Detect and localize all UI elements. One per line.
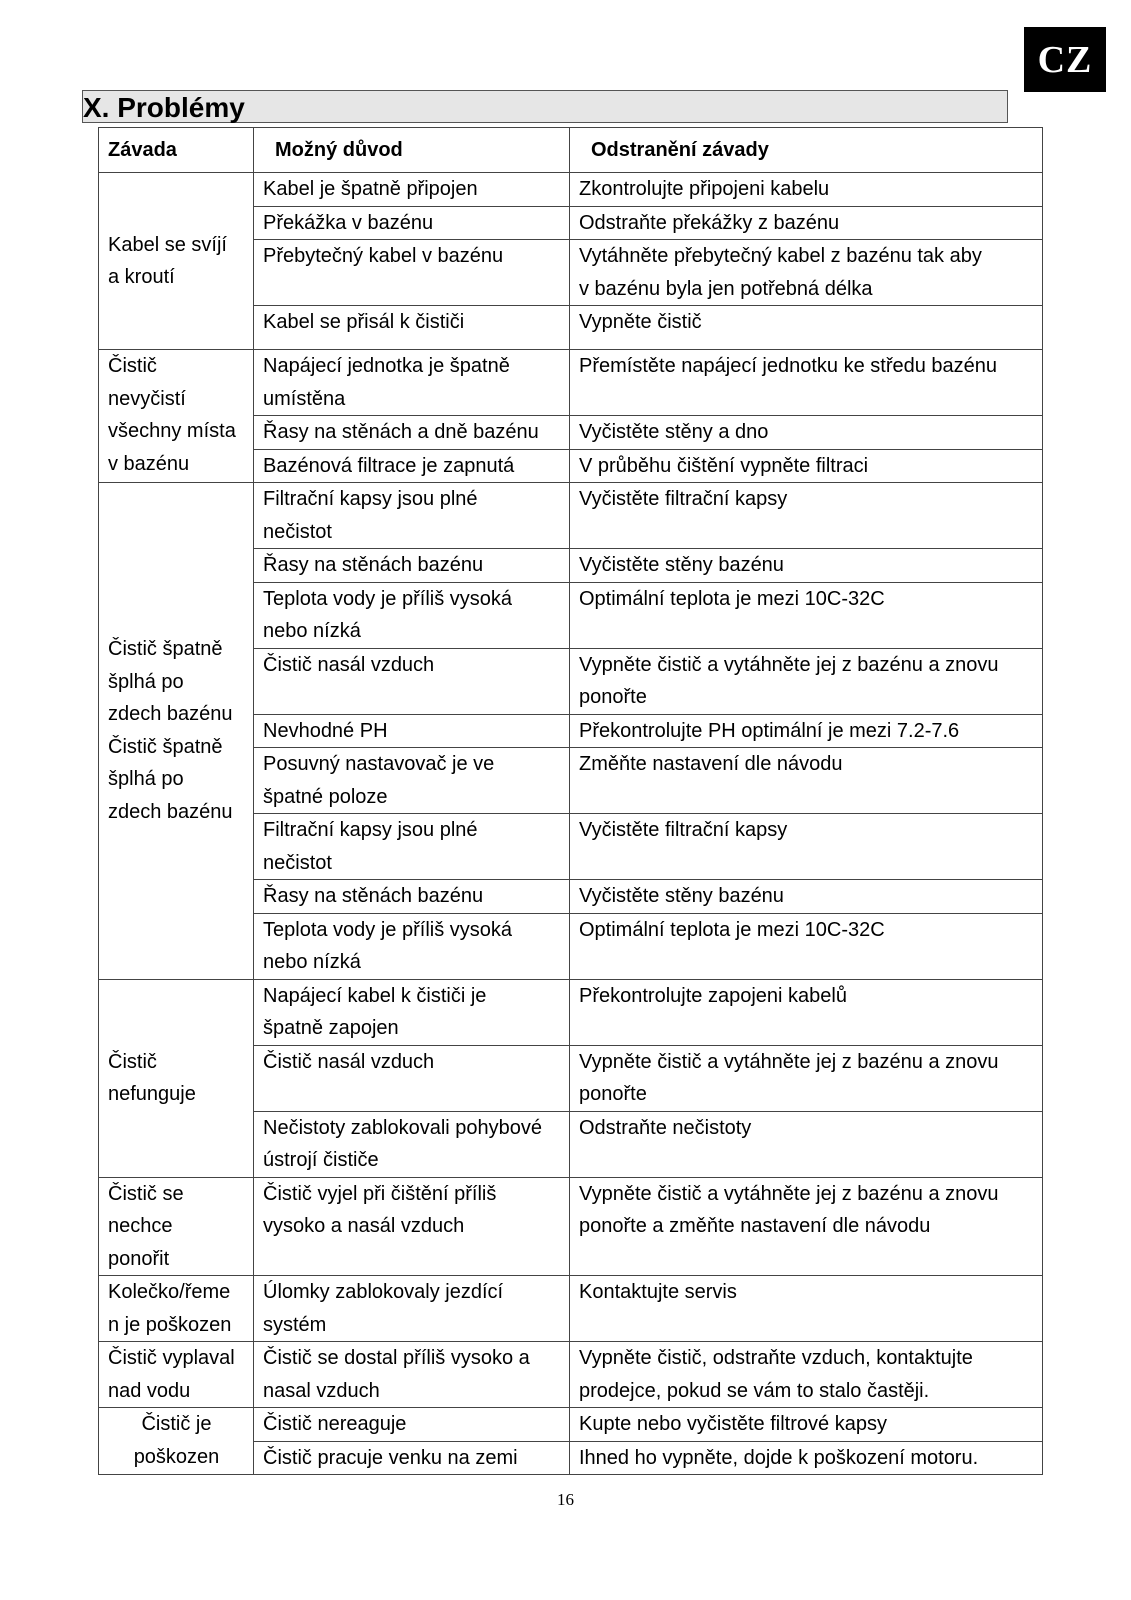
cause-cell: Posuvný nastavovač je ve špatné poloze <box>254 748 570 814</box>
remedy-cell: Vyčistěte filtrační kapsy <box>570 814 1043 880</box>
fault-cell: Čistič nefunguje <box>99 979 254 1177</box>
remedy-cell: Optimální teplota je mezi 10C-32C <box>570 913 1043 979</box>
page-number: 16 <box>557 1490 574 1509</box>
cause-cell: Čistič pracuje venku na zemi <box>254 1441 570 1475</box>
cause-cell: Filtrační kapsy jsou plné nečistot <box>254 483 570 549</box>
remedy-cell: Optimální teplota je mezi 10C-32C <box>570 582 1043 648</box>
remedy-cell: Změňte nastavení dle návodu <box>570 748 1043 814</box>
remedy-cell: Vypněte čistič a vytáhněte jej z bazénu a znovu ponořte <box>570 648 1043 714</box>
remedy-cell: Vypněte čistič, odstraňte vzduch, kontaktujte prodejce, pokud se vám to stalo častěji. <box>570 1342 1043 1408</box>
remedy-cell: Vypněte čistič a vytáhněte jej z bazénu a znovu ponořte <box>570 1045 1043 1111</box>
remedy-cell: Ihned ho vypněte, dojde k poškození motoru. <box>570 1441 1043 1475</box>
cause-cell: Překážka v bazénu <box>254 206 570 240</box>
table-row <box>99 1276 1043 1342</box>
header-remedy: Odstranění závady <box>570 128 1043 173</box>
remedy-cell: Vypněte čistič a vytáhněte jej z bazénu a znovu ponořte a změňte nastavení dle návodu <box>570 1177 1043 1276</box>
cause-cell: Čistič se dostal příliš vysoko a nasal vzduch <box>254 1342 570 1408</box>
remedy-cell: Kupte nebo vyčistěte filtrové kapsy <box>570 1408 1043 1442</box>
cause-cell: Nečistoty zablokovali pohybové ústrojí čističe <box>254 1111 570 1177</box>
table-row <box>99 173 1043 207</box>
cause-cell: Teplota vody je příliš vysoká nebo nízká <box>254 582 570 648</box>
remedy-cell: Vyčistěte stěny a dno <box>570 416 1043 450</box>
cause-cell: Úlomky zablokovaly jezdící systém <box>254 1276 570 1342</box>
remedy-cell: Zkontrolujte připojeni kabelu <box>570 173 1043 207</box>
cause-cell: Kabel je špatně připojen <box>254 173 570 207</box>
remedy-cell: Odstraňte nečistoty <box>570 1111 1043 1177</box>
remedy-cell: Přemístěte napájecí jednotku ke středu bazénu <box>570 350 1043 416</box>
cause-cell: Bazénová filtrace je zapnutá <box>254 449 570 483</box>
cause-cell: Teplota vody je příliš vysoká nebo nízká <box>254 913 570 979</box>
section-title: X. Problémy <box>82 90 1008 123</box>
cause-cell: Nevhodné PH <box>254 714 570 748</box>
troubleshooting-table <box>98 127 1043 1475</box>
fault-cell: Čistič nevyčistí všechny místa v bazénu <box>99 350 254 483</box>
language-badge: CZ <box>1024 27 1106 92</box>
fault-cell: Čistič špatně šplhá po zdech bazénu Čistič špatně šplhá po zdech bazénu <box>99 483 254 980</box>
remedy-cell: Vyčistěte stěny bazénu <box>570 549 1043 583</box>
cause-cell: Čistič nasál vzduch <box>254 648 570 714</box>
cause-cell: Čistič nasál vzduch <box>254 1045 570 1111</box>
cause-cell: Řasy na stěnách a dně bazénu <box>254 416 570 450</box>
remedy-cell: Vypněte čistič <box>570 306 1043 350</box>
table-row <box>99 1408 1043 1442</box>
cause-cell: Čistič vyjel při čištění příliš vysoko a nasál vzduch <box>254 1177 570 1276</box>
remedy-cell: Vyčistěte stěny bazénu <box>570 880 1043 914</box>
cause-cell: Napájecí kabel k čističi je špatně zapojen <box>254 979 570 1045</box>
remedy-cell: Kontaktujte servis <box>570 1276 1043 1342</box>
remedy-cell: Vyčistěte filtrační kapsy <box>570 483 1043 549</box>
remedy-cell: V průběhu čištění vypněte filtraci <box>570 449 1043 483</box>
table-row <box>99 483 1043 549</box>
table-row <box>99 979 1043 1045</box>
cause-cell: Filtrační kapsy jsou plné nečistot <box>254 814 570 880</box>
table-row <box>99 1342 1043 1408</box>
cause-cell: Řasy na stěnách bazénu <box>254 880 570 914</box>
cause-cell: Řasy na stěnách bazénu <box>254 549 570 583</box>
remedy-cell: Vytáhněte přebytečný kabel z bazénu tak aby v bazénu byla jen potřebná délka <box>570 240 1043 306</box>
remedy-cell: Překontrolujte PH optimální je mezi 7.2-7.6 <box>570 714 1043 748</box>
cause-cell: Napájecí jednotka je špatně umístěna <box>254 350 570 416</box>
cause-cell: Čistič nereaguje <box>254 1408 570 1442</box>
table-header-row <box>99 128 1043 173</box>
header-fault: Závada <box>99 128 254 173</box>
fault-cell: Čistič vyplaval nad vodu <box>99 1342 254 1408</box>
remedy-cell: Odstraňte překážky z bazénu <box>570 206 1043 240</box>
header-cause: Možný důvod <box>254 128 570 173</box>
table-row <box>99 1177 1043 1276</box>
cause-cell: Kabel se přisál k čističi <box>254 306 570 350</box>
table-row <box>99 350 1043 416</box>
fault-cell: Čistič je poškozen <box>99 1408 254 1475</box>
remedy-cell: Překontrolujte zapojeni kabelů <box>570 979 1043 1045</box>
fault-cell: Kolečko/řeme n je poškozen <box>99 1276 254 1342</box>
fault-cell: Čistič se nechce ponořit <box>99 1177 254 1276</box>
cause-cell: Přebytečný kabel v bazénu <box>254 240 570 306</box>
fault-cell: Kabel se svíjí a kroutí <box>99 173 254 350</box>
